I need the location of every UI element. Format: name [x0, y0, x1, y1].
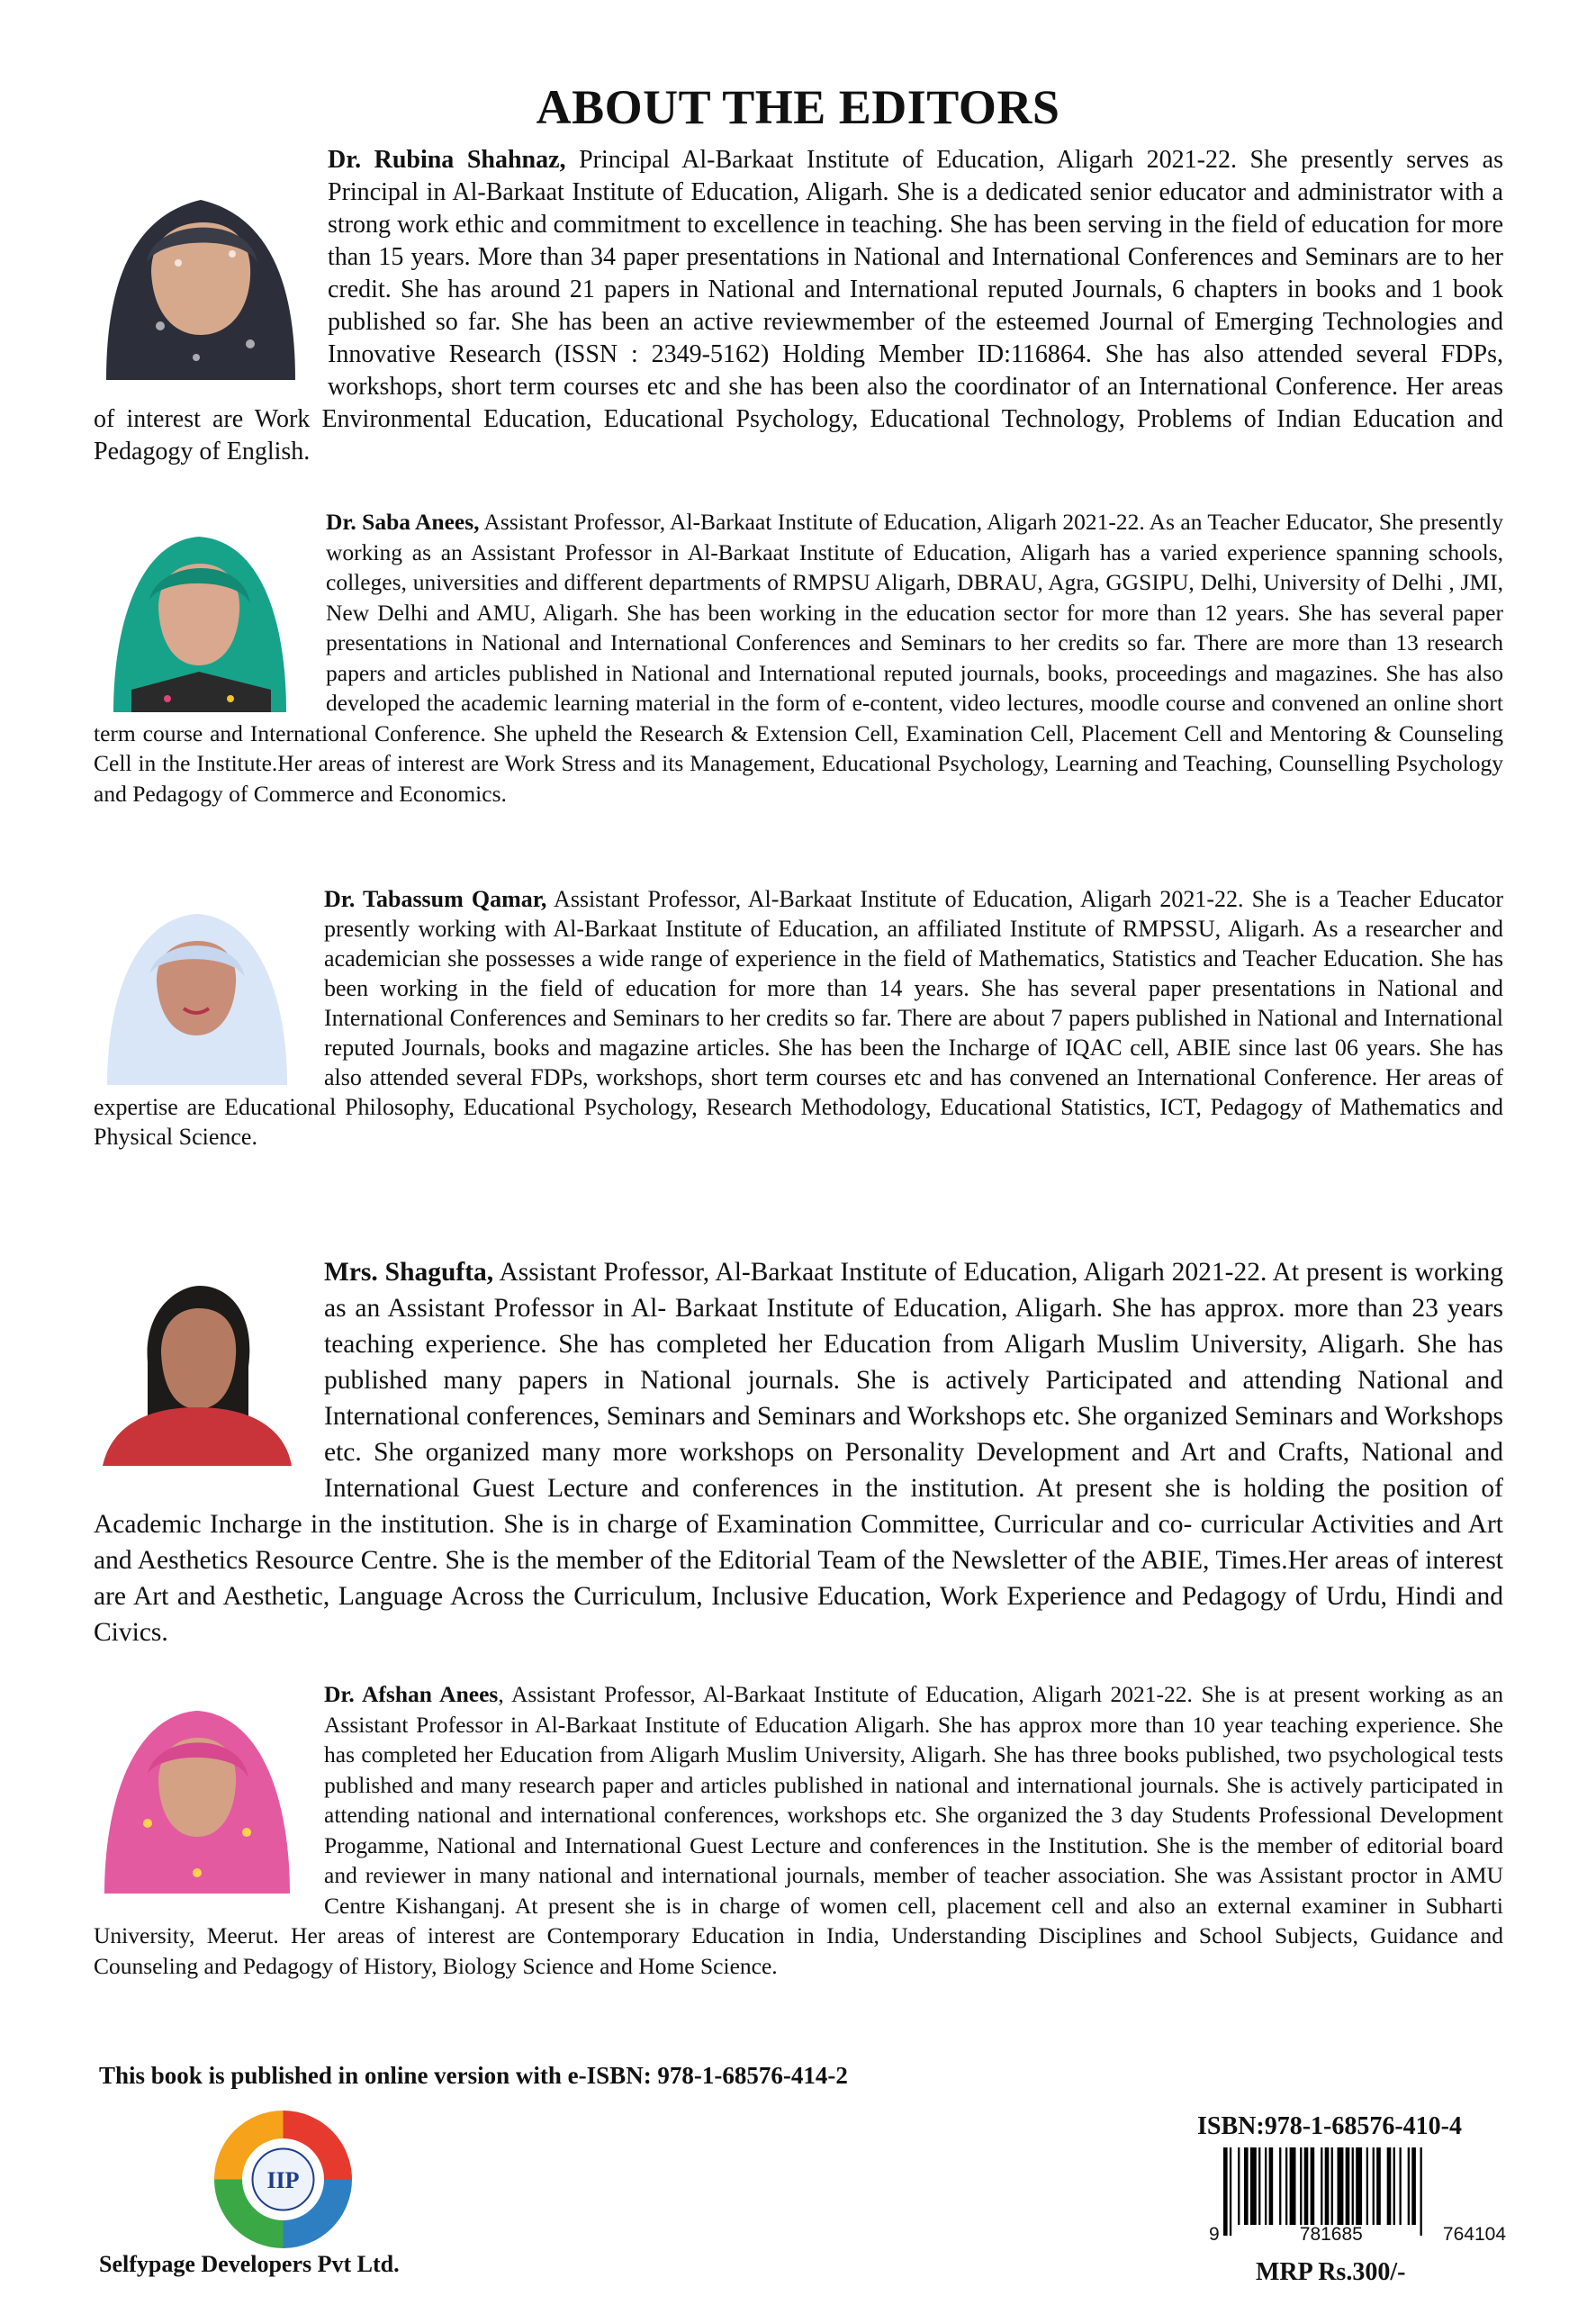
editor-bio-text: , Assistant Professor, Al-Barkaat Institute of Education, Aligarh 2021-22. She is at present working as an Assistant Professor in Al-Barkaat Institute of Education Aligarh. She has approx more than 10 year teaching experience. She has completed her Education from Aligarh Muslim University, Aligarh. She has three books published, two psychological tests published and many research paper and articles published in national and international journals. She is actively participated in attending national and international conferences, workshops etc. She organized the 3 day Students Professional Development Progamme, National and International Guest Lecture and conferences in the Institution. She is the member of editorial board and reviewer in many national and international journals, member of teacher association. She was Assistant proctor in AMU Centre Kishanganj. At present she is in charge of women cell, placement cell and also an external examiner in Subharti University, Meerut. Her areas of interest are Contemporary Education in India, Understanding Disciplines and School Subjects, Guidance and Counseling and Pedagogy of History, Biology Science and Home Science.: [94, 1681, 1503, 1979]
barcode-bar: [1269, 2147, 1274, 2225]
barcode-bar: [1300, 2147, 1302, 2225]
barcode-bar: [1331, 2147, 1333, 2225]
editor-bio-text: Assistant Professor, Al-Barkaat Institute of Education, Aligarh 2021-22. She is a Teacher Educator presently working with Al-Barkaat Institute of Education, an affiliated Institute of RMPSSU, Aligarh. As a researcher and academician she possesses a wide range of experience in the field of Mathematics, Statistics and Teacher Education. She has been working in the field of education for more than 14 years. She has several paper presentations in National and International Conferences and Seminars to her credits so far. There are about 7 papers published in National and International reputed Journals, books and magazine articles. She has been the Incharge of IQAC cell, ABIE since last 06 years. She has also attended several FDPs, workshops, short term courses etc and has convened an International Conference. Her areas of expertise are Educational Philosophy, Educational Psychology, Research Methodology, Educational Statistics, ICT, Pedagogy of Mathematics and Physical Science.: [94, 886, 1503, 1150]
barcode-bar: [1238, 2147, 1240, 2225]
barcode-digit-group: 764104: [1442, 2224, 1506, 2245]
barcode-bar: [1408, 2147, 1410, 2225]
barcode-bar: [1400, 2147, 1402, 2225]
barcode-digits: [1209, 2224, 1506, 2246]
barcode-bar: [1393, 2147, 1395, 2225]
editor-name: Dr. Rubina Shahnaz,: [328, 146, 566, 174]
eisbn-statement: This book is published in online version with e-ISBN: 978-1-68576-414-2: [99, 2062, 848, 2089]
isbn-number: ISBN:978-1-68576-410-4: [1197, 2112, 1462, 2140]
barcode-bar: [1304, 2147, 1309, 2225]
barcode-bar: [1321, 2147, 1322, 2225]
editor-bio-text: Assistant Professor, Al-Barkaat Institute of Education, Aligarh 2021-22. At present is working as an Assistant Professor in Al- Barkaat Institute of Education, Aligarh. She has approx. more than 23 years teaching experience. She has completed her Education from Aligarh Muslim University, Aligarh. She has published many papers in National journals. She is actively Participated and attending National and International conferences, Seminars and Seminars and Workshops etc. She organized Seminars and Workshops etc. She organized many more workshops on Personality Development and Art and Crafts, National and International Guest Lecture and conferences in the institution. At present she is holding the position of Academic Incharge in the institution. She is in charge of Examination Committee, Curricular and co- curricular Activities and Art and Aesthetics Resource Centre. She is the member of the Editorial Team of the Newsletter of the ABIE, Times.Her areas of interest are Art and Aesthetic, Language Across the Curriculum, Inclusive Education, Work Experience and Pedagogy of Urdu, Hindi and Civics.: [94, 1258, 1503, 1647]
publisher-logo: [209, 2105, 357, 2254]
barcode-bar: [1373, 2147, 1375, 2225]
barcode-bar: [1244, 2147, 1249, 2225]
mrp-price: MRP Rs.300/-: [1256, 2258, 1406, 2286]
editor-bio-text: Assistant Professor, Al-Barkaat Institute of Education, Aligarh 2021-22. As an Teacher Educator, She presently working as an Assistant Professor in Al-Barkaat Institute of Education, Aligarh has a varied experience spanning schools, colleges, universities and different departments of RMPSU Aligarh, DBRAU, Agra, GGSIPU, Delhi, University of Delhi , JMI, New Delhi and AMU, Aligarh. She has been working in the education sector for more than 12 years. She has several paper presentations in National and International Conferences and Seminars to her credits so far. There are more than 13 research papers and articles published in National and International reputed journals, books, proceedings and magazines. She has also developed the academic learning material in the form of e-content, video lectures, moodle course and convened an online short term course and International Conference. She upheld the Research & Extension Cell, Examination Cell, Placement Cell and Mentoring & Counseling Cell in the Institute.Her areas of interest are Work Stress and its Management, Educational Psychology, Learning and Teaching, Counselling Psychology and Pedagogy of Commerce and Economics.: [94, 509, 1503, 807]
editor-profile-rubina-shahnaz: [94, 144, 1503, 468]
editor-profile-afshan-anees: [94, 1679, 1503, 1981]
editor-name: Dr. Afshan Anees: [324, 1681, 499, 1707]
barcode-digit-group: 9: [1209, 2224, 1220, 2245]
barcode-bar: [1325, 2147, 1330, 2225]
editor-name: Mrs. Shagufta,: [324, 1258, 494, 1287]
page-title: ABOUT THE EDITORS: [536, 80, 1060, 134]
editor-bio: [94, 507, 1503, 809]
editor-bio: [94, 1679, 1503, 1981]
barcode-bar: [1230, 2147, 1231, 2236]
barcode-bar: [1279, 2147, 1281, 2225]
barcode-bar: [1387, 2147, 1392, 2225]
barcode-bar: [1311, 2147, 1315, 2225]
barcode-bar: [1223, 2147, 1228, 2236]
logo-initials: IIP: [266, 2167, 300, 2193]
editor-photo: [94, 1263, 301, 1466]
barcode-bar: [1420, 2147, 1422, 2236]
barcode-bar: [1411, 2147, 1416, 2225]
editor-profile-shagufta: [94, 1254, 1503, 1650]
barcode-bar: [1265, 2147, 1267, 2225]
editor-photo: [95, 514, 302, 712]
editor-photo: [97, 164, 304, 380]
barcode-bar: [1285, 2147, 1287, 2225]
editor-photo: [94, 891, 301, 1085]
barcode-bar: [1352, 2147, 1354, 2225]
editor-bio: [94, 884, 1503, 1152]
editor-name: Dr. Tabassum Qamar,: [324, 886, 547, 912]
editor-photo: [94, 1688, 301, 1894]
editor-profile-tabassum-qamar: [94, 884, 1503, 1152]
editor-name: Dr. Saba Anees,: [326, 509, 480, 535]
barcode-bar: [1338, 2147, 1344, 2225]
editor-bio: [94, 1254, 1503, 1650]
editor-bio: [94, 144, 1503, 468]
barcode-digit-group: 781685: [1299, 2224, 1363, 2245]
barcode-bar: [1250, 2147, 1257, 2225]
editor-profile-saba-anees: [94, 507, 1503, 809]
barcode-bar: [1290, 2147, 1296, 2225]
barcode-bar: [1366, 2147, 1368, 2225]
barcode-bar: [1258, 2147, 1260, 2225]
isbn-barcode: [1220, 2147, 1501, 2236]
publisher-name: Selfypage Developers Pvt Ltd.: [99, 2251, 400, 2277]
barcode-bar: [1376, 2147, 1381, 2225]
editor-bio-text: Principal Al-Barkaat Institute of Education, Aligarh 2021-22. She presently serves as Principal in Al-Barkaat Institute of Education, Aligarh. She is a dedicated senior educator and administrator with a strong work ethic and commitment to excellence in teaching. She has been serving in the field of education for more than 15 years. More than 34 paper presentations in National and International Conferences and Seminars are to her credit. She has around 21 papers in National and International reputed Journals, 6 chapters in books and 1 book published so far. She has been an active reviewmember of the esteemed Journal of Emerging Technologies and Innovative Research (ISSN : 2349-5162) Holding Member ID:116864. She has also attended several FDPs, workshops, short term courses etc and she has been also the coordinator of an International Conference. Her areas of interest are Work Environmental Education, Educational Psychology, Educational Technology, Problems of Indian Education and Pedagogy of English.: [94, 146, 1503, 466]
barcode-bar: [1346, 2147, 1350, 2225]
barcode-bar: [1356, 2147, 1362, 2225]
